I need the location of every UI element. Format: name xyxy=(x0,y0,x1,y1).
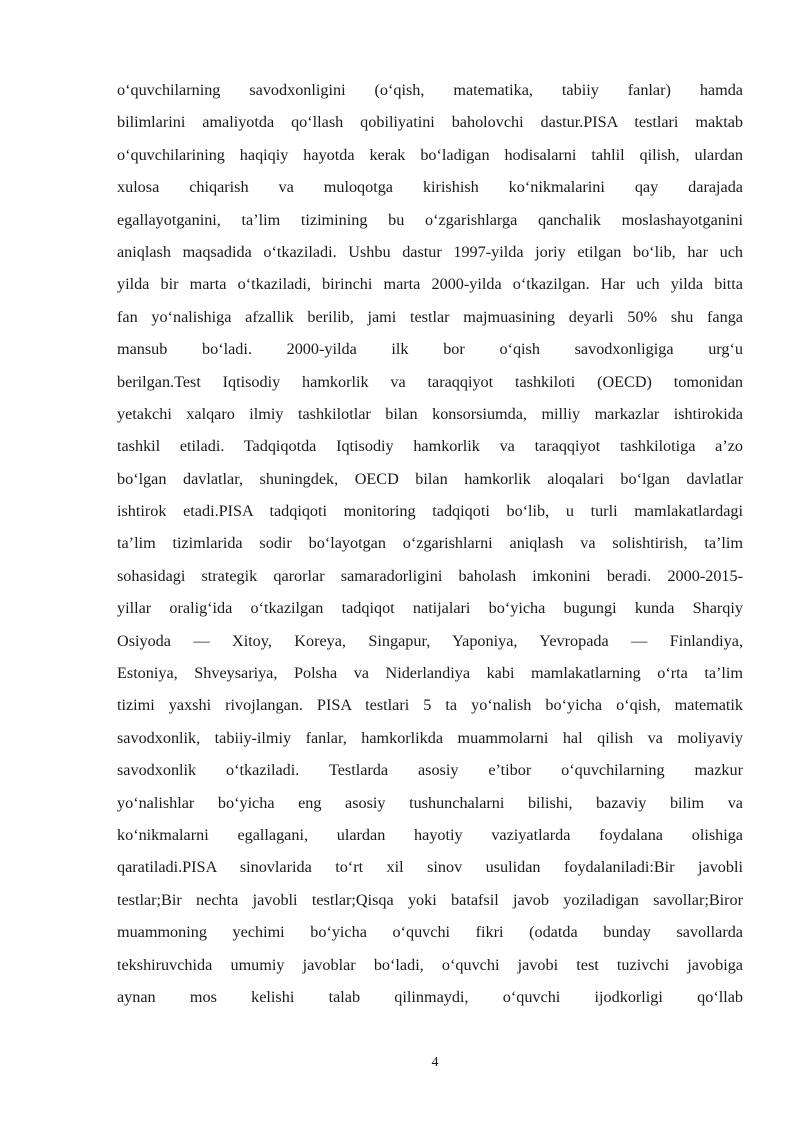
text-line: mansub bo‘ladi. 2000-yilda ilk bor o‘qish savodxonligiga urg‘u xyxy=(117,340,743,359)
text-line: bilimlarini amaliyotda qo‘llash qobiliyatini baholovchi dastur.PISA testlari maktab xyxy=(117,113,743,132)
text-line: tashkil etiladi. Tadqiqotda Iqtisodiy hamkorlik va taraqqiyot tashkilotiga a’zo xyxy=(117,437,743,456)
text-line: yilda bir marta o‘tkaziladi, birinchi marta 2000-yilda o‘tkazilgan. Har uch yilda bitta xyxy=(117,275,743,294)
text-line: qaratiladi.PISA sinovlarida to‘rt xil sinov usulidan foydalaniladi:Bir javobli xyxy=(117,858,743,877)
text-line: bo‘lgan davlatlar, shuningdek, OECD bilan hamkorlik aloqalari bo‘lgan davlatlar xyxy=(117,469,743,488)
text-line: berilgan.Test Iqtisodiy hamkorlik va taraqqiyot tashkiloti (OECD) tomonidan xyxy=(117,372,743,391)
text-line: aynan mos kelishi talab qilinmaydi, o‘quvchi ijodkorligi qo‘llab xyxy=(117,987,743,1006)
text-line: xulosa chiqarish va muloqotga kirishish ko‘nikmalarini qay darajada xyxy=(117,178,743,197)
text-line: ta’lim tizimlarida sodir bo‘layotgan o‘zgarishlarni aniqlash va solishtirish, ta’lim xyxy=(117,534,743,553)
text-line: tekshiruvchida umumiy javoblar bo‘ladi, o‘quvchi javobi test tuzivchi javobiga xyxy=(117,955,743,974)
text-line: ishtirok etadi.PISA tadqiqoti monitoring tadqiqoti bo‘lib, u turli mamlakatlardagi xyxy=(117,502,743,521)
text-line: Estoniya, Shveysariya, Polsha va Niderlandiya kabi mamlakatlarning o‘rta ta’lim xyxy=(117,664,743,683)
body-paragraph xyxy=(117,74,743,1013)
text-line: fan yo‘nalishiga afzallik berilib, jami testlar majmuasining deyarli 50% shu fanga xyxy=(117,307,743,326)
text-line: o‘quvchilarining haqiqiy hayotda kerak bo‘ladigan hodisalarni tahlil qilish, ulardan xyxy=(117,145,743,164)
text-line: testlar;Bir nechta javobli testlar;Qisqa yoki batafsil javob yoziladigan savollar;Biror xyxy=(117,890,743,909)
page-number: 4 xyxy=(431,1055,439,1070)
text-line: Osiyoda — Xitoy, Koreya, Singapur, Yaponiya, Yevropada — Finlandiya, xyxy=(117,631,743,650)
text-line: ko‘nikmalarni egallagani, ulardan hayotiy vaziyatlarda foydalana olishiga xyxy=(117,825,743,844)
text-line: savodxonlik, tabiiy-ilmiy fanlar, hamkorlikda muammolarni hal qilish va moliyaviy xyxy=(117,728,743,747)
text-line: muammoning yechimi bo‘yicha o‘quvchi fikri (odatda bunday savollarda xyxy=(117,923,743,942)
text-line: yillar oralig‘ida o‘tkazilgan tadqiqot natijalari bo‘yicha bugungi kunda Sharqiy xyxy=(117,599,743,618)
text-line: aniqlash maqsadida o‘tkaziladi. Ushbu dastur 1997-yilda joriy etilgan bo‘lib, har uch xyxy=(117,242,743,261)
text-line: sohasidagi strategik qarorlar samaradorligini baholash imkonini beradi. 2000-2015- xyxy=(117,566,743,585)
text-line: tizimi yaxshi rivojlangan. PISA testlari 5 ta yo‘nalish bo‘yicha o‘qish, matematik xyxy=(117,696,743,715)
text-line: yetakchi xalqaro ilmiy tashkilotlar bilan konsorsiumda, milliy markazlar ishtirokida xyxy=(117,404,743,423)
text-line: yo‘nalishlar bo‘yicha eng asosiy tushunchalarni bilishi, bazaviy bilim va xyxy=(117,793,743,812)
text-line: savodxonlik o‘tkaziladi. Testlarda asosiy e’tibor o‘quvchilarning mazkur xyxy=(117,761,743,780)
text-line: o‘quvchilarning savodxonligini (o‘qish, matematika, tabiiy fanlar) hamda xyxy=(117,81,743,99)
text-line: egallayotganini, ta’lim tizimining bu o‘zgarishlarga qanchalik moslashayotganini xyxy=(117,210,743,229)
